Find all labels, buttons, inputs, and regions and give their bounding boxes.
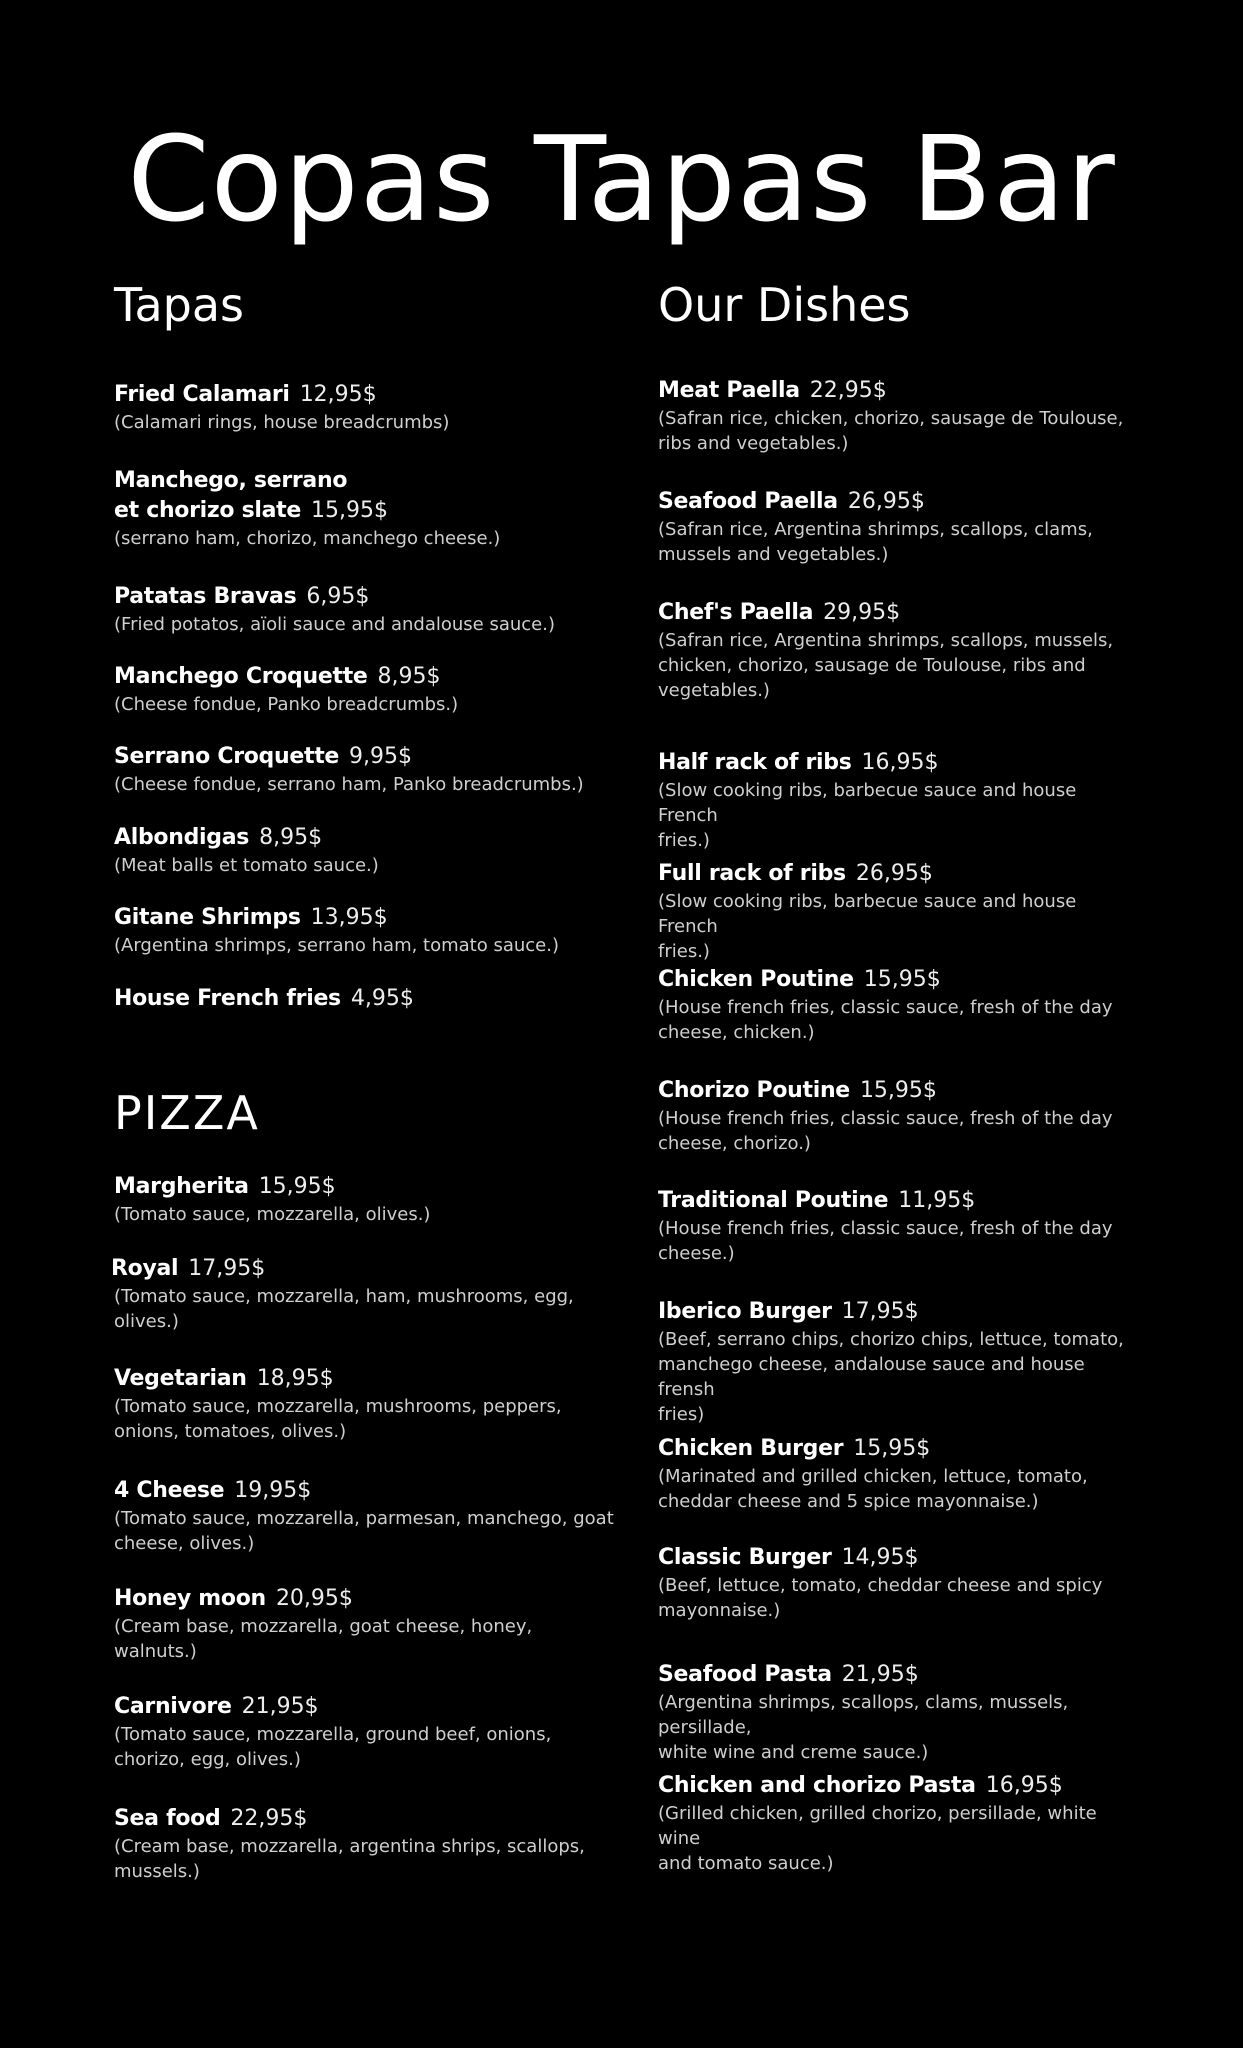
item-description: (Slow cooking ribs, barbecue sauce and house French [658,891,1077,937]
item-name: Honey moon [114,1586,266,1611]
item-description: fries.) [658,830,710,851]
item-description: (Safran rice, Argentina shrimps, scallops, mussels, [658,630,1114,651]
item-description: (Cream base, mozzarella, argentina shrips, scallops, [114,1836,585,1857]
item-name: Sea food [114,1806,221,1831]
menu-item [114,1584,614,1664]
menu-item [658,748,1138,853]
item-price: 19,95$ [234,1478,312,1503]
item-name: Meat Paella [658,378,800,403]
menu-item [114,380,614,435]
item-description: fries.) [658,941,710,962]
menu-item [658,1076,1138,1156]
item-price: 8,95$ [259,825,323,850]
item-price: 15,95$ [863,967,941,992]
item-description: (Marinated and grilled chicken, lettuce, tomato, [658,1466,1088,1487]
item-description: (Slow cooking ribs, barbecue sauce and house French [658,780,1077,826]
item-price: 15,95$ [311,498,388,523]
item-description: olives.) [114,1311,179,1332]
menu-item [658,1186,1138,1266]
item-description: mayonnaise.) [658,1600,781,1621]
menu-item [658,1297,1138,1427]
menu-item [114,903,614,958]
item-name: Chicken Poutine [658,967,854,992]
item-price: 8,95$ [377,664,441,689]
menu-item [658,1660,1138,1765]
item-description: (House french fries, classic sauce, fresh of the day [658,1108,1113,1129]
menu-item [114,1476,614,1556]
menu-item [658,859,1138,964]
menu-item [114,1692,614,1772]
item-description: (Cheese fondue, Panko breadcrumbs.) [114,694,459,715]
item-name: Iberico Burger [658,1299,832,1324]
item-name: Seafood Pasta [658,1662,832,1687]
item-description: cheese.) [658,1243,735,1264]
item-description: (Safran rice, chicken, chorizo, sausage de Toulouse, [658,408,1124,429]
item-price: 21,95$ [241,1694,319,1719]
item-price: 20,95$ [275,1586,353,1611]
item-price: 18,95$ [256,1366,334,1391]
item-name: Traditional Poutine [658,1188,889,1213]
item-description: manchego cheese, andalouse sauce and house frensh [658,1354,1085,1400]
menu-item [114,662,614,717]
item-price: 26,95$ [847,489,925,514]
item-price: 13,95$ [310,905,388,930]
item-description: onions, tomatoes, olives.) [114,1421,347,1442]
item-description: vegetables.) [658,680,770,701]
item-description: (Grilled chicken, grilled chorizo, persillade, white wine [658,1803,1097,1849]
item-description: chorizo, egg, olives.) [114,1749,301,1770]
item-description: (Tomato sauce, mozzarella, ground beef, onions, [114,1724,552,1745]
item-name: Chef's Paella [658,600,814,625]
item-name-line: Manchego, serrano [114,468,348,493]
item-description: mussels and vegetables.) [658,544,889,565]
item-price: 29,95$ [823,600,901,625]
item-price: 21,95$ [841,1662,919,1687]
item-name: Serrano Croquette [114,744,340,769]
item-description: chicken, chorizo, sausage de Toulouse, ribs and [658,655,1086,676]
item-description: (Meat balls et tomato sauce.) [114,855,379,876]
item-description: and tomato sauce.) [658,1853,834,1874]
menu-item [658,376,1138,456]
item-description: (Safran rice, Argentina shrimps, scallops, clams, [658,519,1093,540]
item-price: 14,95$ [841,1545,919,1570]
item-description: (Tomato sauce, mozzarella, mushrooms, peppers, [114,1396,562,1417]
menu-item [658,598,1138,703]
item-price: 22,95$ [230,1806,308,1831]
menu-item [658,1543,1138,1623]
item-description: (Beef, serrano chips, chorizo chips, lettuce, tomato, [658,1329,1124,1350]
our-dishes-heading: Our Dishes [658,278,911,332]
item-price: 4,95$ [350,986,414,1011]
item-description: (Tomato sauce, mozzarella, olives.) [114,1204,431,1225]
menu-item [114,823,614,878]
item-name: Albondigas [114,825,250,850]
item-name: Half rack of ribs [658,750,852,775]
item-name: Gitane Shrimps [114,905,301,930]
item-name: Classic Burger [658,1545,832,1570]
item-name: Carnivore [114,1694,232,1719]
item-description: (Calamari rings, house breadcrumbs) [114,412,450,433]
item-name: Chorizo Poutine [658,1078,850,1103]
item-name: Vegetarian [114,1366,247,1391]
restaurant-title: Copas Tapas Bar [127,110,1116,248]
menu-item [114,1364,614,1444]
menu-item [114,742,614,797]
item-name: Fried Calamari [114,382,290,407]
tapas-heading: Tapas [114,278,245,332]
item-name: et chorizo slate [114,498,302,523]
item-price: 11,95$ [898,1188,976,1213]
item-description: fries) [658,1404,705,1425]
item-price: 22,95$ [809,378,887,403]
item-price: 26,95$ [855,861,933,886]
menu-item [658,1434,1138,1514]
item-description: (Argentina shrimps, serrano ham, tomato sauce.) [114,935,559,956]
item-description: mussels.) [114,1861,200,1882]
menu-item [114,582,614,637]
item-description: (Argentina shrimps, scallops, clams, mussels, persillade, [658,1692,1069,1738]
item-name: Chicken Burger [658,1436,844,1461]
menu-item [658,965,1138,1045]
item-name: Manchego Croquette [114,664,368,689]
menu-item [111,1254,611,1334]
item-price: 12,95$ [299,382,377,407]
menu-item [114,984,614,1014]
item-price: 6,95$ [306,584,370,609]
item-description: (Tomato sauce, mozzarella, parmesan, manchego, goat [114,1508,614,1529]
menu-item [658,1771,1138,1876]
item-price: 17,95$ [841,1299,919,1324]
item-description: cheddar cheese and 5 spice mayonnaise.) [658,1491,1039,1512]
item-description: (Tomato sauce, mozzarella, ham, mushrooms, egg, [114,1286,574,1307]
item-name: House French fries [114,986,341,1011]
item-price: 15,95$ [258,1174,336,1199]
item-description: (Beef, lettuce, tomato, cheddar cheese and spicy [658,1575,1103,1596]
item-description: (House french fries, classic sauce, fresh of the day [658,997,1113,1018]
menu-item [658,487,1138,567]
item-description: cheese, chorizo.) [658,1133,811,1154]
item-description: (Fried potatos, aïoli sauce and andalouse sauce.) [114,614,555,635]
item-description: (Cream base, mozzarella, goat cheese, honey, [114,1616,533,1637]
item-description: cheese, olives.) [114,1533,255,1554]
item-name: Margherita [114,1174,249,1199]
item-name: Chicken and chorizo Pasta [658,1773,976,1798]
item-description: ribs and vegetables.) [658,433,849,454]
item-price: 17,95$ [188,1256,266,1281]
item-description: cheese, chicken.) [658,1022,815,1043]
item-description: (Cheese fondue, serrano ham, Panko breadcrumbs.) [114,774,584,795]
menu-item [114,466,614,551]
item-name: Seafood Paella [658,489,838,514]
item-name: Patatas Bravas [114,584,297,609]
pizza-heading: PIZZA [114,1086,260,1140]
item-description: white wine and creme sauce.) [658,1742,929,1763]
item-price: 15,95$ [853,1436,931,1461]
item-name: Full rack of ribs [658,861,846,886]
menu-item [114,1804,614,1884]
item-price: 16,95$ [985,1773,1063,1798]
item-description: walnuts.) [114,1641,197,1662]
item-price: 15,95$ [859,1078,937,1103]
item-description: (serrano ham, chorizo, manchego cheese.) [114,528,501,549]
item-price: 9,95$ [349,744,413,769]
item-description: (House french fries, classic sauce, fresh of the day [658,1218,1113,1239]
item-name: Royal [111,1256,179,1281]
item-name: 4 Cheese [114,1478,225,1503]
menu-item [114,1172,614,1227]
item-price: 16,95$ [861,750,939,775]
